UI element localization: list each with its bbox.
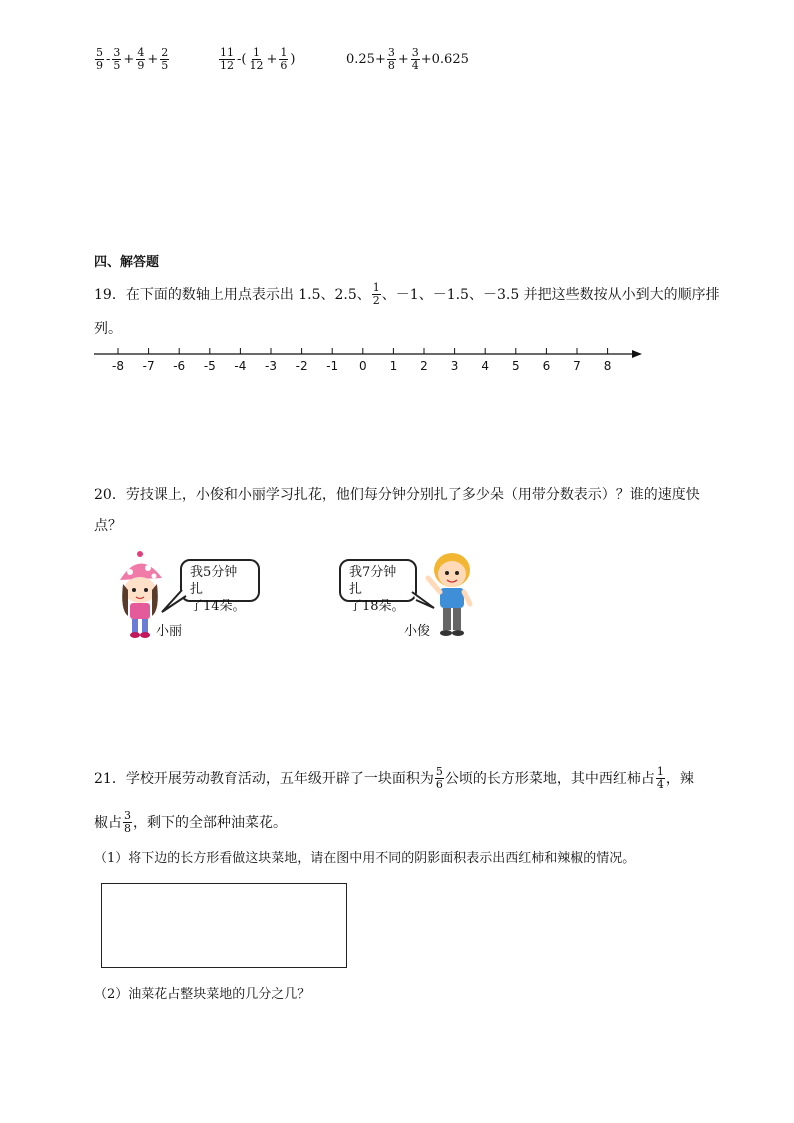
axis-tick-label: 8 bbox=[603, 359, 612, 373]
question-21-line2: 椒占 $\frac{3}{8}$ ，剩下的全部种油菜花。 bbox=[94, 809, 287, 835]
fraction: $\frac{3}{5}$ bbox=[113, 46, 121, 72]
fraction: $\frac{5}{9}$ bbox=[96, 46, 103, 72]
question-21-part2: （2）油菜花占整块菜地的几分之几？ bbox=[94, 987, 311, 1002]
fraction: $\frac{3}{8}$ bbox=[387, 46, 395, 72]
question-19-line1: 19．在下面的数轴上用点表示出 1.5、2.5、 $\frac{1}{2}$ 、－1、－1.5、－3.5 并把这些数按从小到大的顺序排 bbox=[94, 281, 720, 307]
axis-tick-label: 3 bbox=[450, 359, 459, 373]
question-20-line2: 点？ bbox=[94, 518, 122, 534]
axis-tick-label: -1 bbox=[326, 359, 339, 373]
axis-tick-label: -3 bbox=[265, 359, 277, 373]
question-19-line2: 列。 bbox=[94, 321, 122, 337]
axis-tick-label: -4 bbox=[234, 359, 247, 373]
axis-tick-label: 0 bbox=[358, 359, 367, 373]
axis-tick-label: 2 bbox=[420, 359, 428, 373]
axis-tick-label: 6 bbox=[542, 359, 551, 373]
axis-tick-label: -2 bbox=[295, 359, 308, 373]
question-20-line1: 20．劳技课上，小俊和小丽学习扎花，他们每分钟分别扎了多少朵（用带分数表示）？谁的速度快 bbox=[94, 487, 700, 503]
fraction: $\frac{3}{8}$ bbox=[124, 809, 131, 835]
fraction: $\frac{5}{6}$ bbox=[435, 765, 443, 791]
number-line[interactable] bbox=[90, 342, 650, 376]
axis-tick-label: 5 bbox=[511, 359, 520, 373]
fraction: $\frac{1}{6}$ bbox=[280, 46, 288, 72]
fraction: $\frac{2}{5}$ bbox=[161, 46, 169, 72]
section-title: 四、解答题 bbox=[94, 255, 160, 270]
axis-ticks bbox=[112, 348, 611, 373]
boy-illustration bbox=[422, 548, 478, 640]
axis-tick-label: -7 bbox=[142, 359, 155, 373]
field-rectangle[interactable] bbox=[101, 883, 347, 968]
calc-expression-2: $\frac{11}{12}$ -( $\frac{1}{12}$ + $\frac{1}{6}$ ) bbox=[220, 46, 296, 72]
axis-tick-label: 7 bbox=[573, 359, 581, 373]
axis-arrow bbox=[632, 350, 642, 358]
girl-bubble-tail bbox=[160, 590, 190, 614]
question-21-line1: 21．学校开展劳动教育活动，五年级开辟了一块面积为 $\frac{5}{6}$ 公顷的长方形菜地，其中西红柿占 $\frac{1}{4}$ ，辣 bbox=[94, 765, 694, 791]
calc-expression-3: 0.25+ $\frac{3}{8}$ + $\frac{3}{4}$ +0.625 bbox=[346, 46, 469, 72]
boy-name: 小俊 bbox=[404, 624, 431, 639]
fraction: $\frac{3}{4}$ bbox=[411, 46, 419, 72]
boy-speech-bubble: 我7分钟扎 了18朵。 bbox=[339, 559, 417, 602]
axis-tick-label: -5 bbox=[203, 359, 216, 373]
girl-name: 小丽 bbox=[156, 624, 183, 639]
fraction: $\frac{1}{4}$ bbox=[656, 765, 664, 791]
fraction: $\frac{1}{12}$ bbox=[249, 46, 264, 72]
axis-tick-label: 4 bbox=[481, 359, 490, 373]
question-21-part1: （1）将下边的长方形看做这块菜地，请在图中用不同的阴影面积表示出西红柿和辣椒的情况。 bbox=[94, 851, 636, 866]
fraction: $\frac{11}{12}$ bbox=[220, 46, 234, 72]
girl-speech-bubble: 我5分钟扎 了14朵。 bbox=[180, 559, 260, 602]
axis-tick-label: -6 bbox=[173, 359, 186, 373]
axis-tick-label: -8 bbox=[112, 359, 124, 373]
fraction: $\frac{4}{9}$ bbox=[137, 46, 145, 72]
fraction: $\frac{1}{2}$ bbox=[372, 281, 380, 307]
axis-tick-label: 1 bbox=[389, 359, 398, 373]
calc-expression-1: $\frac{5}{9}$ - $\frac{3}{5}$ + $\frac{4}{9}$ + $\frac{2}{5}$ bbox=[96, 46, 169, 72]
